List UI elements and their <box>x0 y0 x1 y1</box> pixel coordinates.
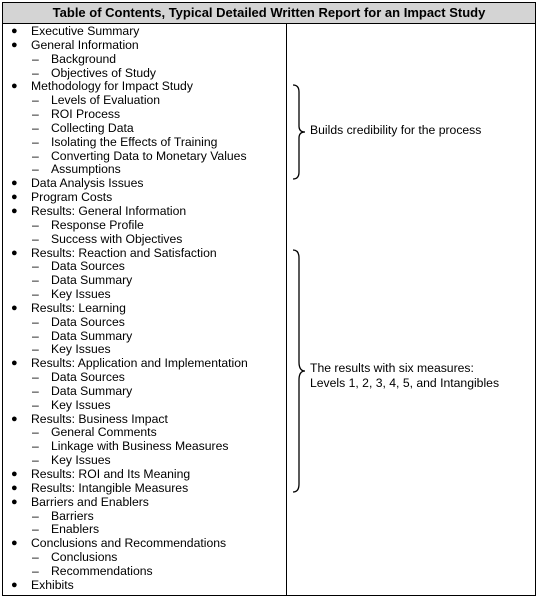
toc-subitem <box>3 53 286 67</box>
toc-item-label: Recommendations <box>51 563 153 578</box>
bullet-icon: ● <box>11 537 18 550</box>
dash-icon: – <box>32 162 39 177</box>
toc-subitem <box>3 136 286 150</box>
toc-item-label: General Comments <box>51 425 157 440</box>
toc-item-label: Exhibits <box>31 577 74 592</box>
bullet-icon: ● <box>11 578 18 591</box>
toc-item-label: Background <box>51 51 117 66</box>
toc-subitem <box>3 94 286 108</box>
toc-item <box>3 482 286 496</box>
bullet-icon: ● <box>11 25 18 37</box>
toc-item-label: Results: ROI and Its Meaning <box>31 467 191 481</box>
toc-item-label: Response Profile <box>51 217 144 232</box>
dash-icon: – <box>32 425 39 440</box>
dash-icon: – <box>32 231 39 246</box>
brace-results <box>292 249 306 493</box>
report-contents-table <box>2 2 536 596</box>
bullet-icon: ● <box>11 412 18 425</box>
toc-item-label: ROI Process <box>51 107 121 122</box>
bullet-icon: ● <box>11 38 18 51</box>
results-note <box>310 361 499 391</box>
toc-item-label: Levels of Evaluation <box>51 93 161 108</box>
toc-subitem <box>3 108 286 122</box>
toc-subitem <box>3 551 286 565</box>
toc-item <box>3 25 286 39</box>
toc-item-label: Methodology for Impact Study <box>31 79 193 94</box>
toc-item-label: Results: Application and Implementation <box>31 356 248 371</box>
dash-icon: – <box>32 65 39 80</box>
toc-item-label: Objectives of Study <box>51 65 156 80</box>
results-note-line2: Levels 1, 2, 3, 4, 5, and Intangibles <box>310 376 500 390</box>
bullet-icon: ● <box>11 357 18 370</box>
bullet-icon: ● <box>11 495 18 508</box>
toc-subitem <box>3 330 286 344</box>
toc-subitem <box>3 523 286 537</box>
toc-item-label: Key Issues <box>51 342 111 357</box>
toc-item-label: Data Sources <box>51 259 125 274</box>
dash-icon: – <box>32 342 39 357</box>
dash-icon: – <box>32 314 39 329</box>
dash-icon: – <box>32 273 39 288</box>
toc-item-label: Key Issues <box>51 287 111 302</box>
toc-subitem <box>3 122 286 136</box>
dash-icon: – <box>32 522 39 537</box>
dash-icon: – <box>32 134 39 149</box>
toc-item <box>3 80 286 94</box>
toc-subitem <box>3 163 286 177</box>
toc-item-label: Key Issues <box>51 453 111 468</box>
toc-subitem <box>3 260 286 274</box>
dash-icon: – <box>32 370 39 385</box>
toc-item <box>3 468 286 482</box>
toc-subitem <box>3 233 286 247</box>
results-note-line1: The results with six measures: <box>310 361 474 375</box>
toc-item <box>3 357 286 371</box>
toc-item <box>3 39 286 53</box>
toc-item-label: Data Summary <box>51 328 133 343</box>
credibility-note-text: Builds credibility for the process <box>310 123 482 137</box>
contents-list <box>3 25 286 593</box>
dash-icon: – <box>32 148 39 163</box>
toc-item-label: Data Summary <box>51 273 133 288</box>
dash-icon: – <box>32 120 39 135</box>
toc-subitem <box>3 343 286 357</box>
toc-subitem <box>3 454 286 468</box>
toc-subitem <box>3 399 286 413</box>
toc-item <box>3 302 286 316</box>
toc-item-label: Results: Learning <box>31 300 126 315</box>
bullet-icon: ● <box>11 481 18 494</box>
toc-item-label: Collecting Data <box>51 120 134 135</box>
bullet-icon: ● <box>11 468 18 480</box>
toc-item <box>3 191 286 205</box>
credibility-note <box>310 123 481 138</box>
dash-icon: – <box>32 550 39 565</box>
toc-item-label: Enablers <box>51 522 100 537</box>
toc-item-label: Assumptions <box>51 162 121 177</box>
toc-subitem <box>3 371 286 385</box>
toc-item-label: Executive Summary <box>31 24 140 38</box>
bullet-icon: ● <box>11 191 18 204</box>
toc-item-label: Converting Data to Monetary Values <box>51 148 247 163</box>
toc-item-label: Results: Business Impact <box>31 411 168 426</box>
dash-icon: – <box>32 439 39 454</box>
toc-item-label: Key Issues <box>51 397 111 412</box>
toc-item-label: Conclusions and Recommendations <box>31 536 227 551</box>
dash-icon: – <box>32 287 39 302</box>
toc-subitem <box>3 219 286 233</box>
toc-item-label: Isolating the Effects of Training <box>51 134 218 149</box>
toc-subitem <box>3 440 286 454</box>
bullet-icon: ● <box>11 177 18 190</box>
dash-icon: – <box>32 508 39 523</box>
toc-subitem <box>3 67 286 81</box>
toc-item-label: Results: Intangible Measures <box>31 480 189 495</box>
dash-icon: – <box>32 93 39 108</box>
dash-icon: – <box>32 217 39 232</box>
toc-item-label: Data Sources <box>51 370 125 385</box>
toc-item-label: Barriers <box>51 508 94 523</box>
toc-item-label: Success with Objectives <box>51 231 183 246</box>
toc-item <box>3 247 286 261</box>
toc-item-label: Results: Reaction and Satisfaction <box>31 245 217 260</box>
toc-item-label: Program Costs <box>31 190 113 205</box>
toc-item <box>3 537 286 551</box>
bullet-icon: ● <box>11 301 18 314</box>
toc-item <box>3 579 286 593</box>
toc-item-label: Data Analysis Issues <box>31 176 144 191</box>
table-title: Table of Contents, Typical Detailed Written Report for an Impact Study <box>3 3 535 24</box>
toc-item <box>3 496 286 510</box>
dash-icon: – <box>32 107 39 122</box>
toc-subitem <box>3 274 286 288</box>
toc-subitem <box>3 565 286 579</box>
dash-icon: – <box>32 51 39 66</box>
toc-item <box>3 413 286 427</box>
dash-icon: – <box>32 328 39 343</box>
brace-credibility <box>292 84 306 180</box>
toc-subitem <box>3 316 286 330</box>
dash-icon: – <box>32 563 39 578</box>
toc-item-label: Conclusions <box>51 550 118 565</box>
column-divider <box>286 23 287 595</box>
dash-icon: – <box>32 397 39 412</box>
bullet-icon: ● <box>11 246 18 259</box>
dash-icon: – <box>32 383 39 398</box>
toc-item-label: General Information <box>31 37 139 52</box>
toc-subitem <box>3 426 286 440</box>
dash-icon: – <box>32 453 39 468</box>
toc-item-label: Data Sources <box>51 314 125 329</box>
toc-subitem <box>3 385 286 399</box>
toc-item-label: Barriers and Enablers <box>31 494 149 509</box>
toc-item-label: Linkage with Business Measures <box>51 439 229 454</box>
toc-item-label: Data Summary <box>51 383 133 398</box>
bullet-icon: ● <box>11 80 18 93</box>
toc-item <box>3 205 286 219</box>
dash-icon: – <box>32 259 39 274</box>
toc-item <box>3 177 286 191</box>
toc-item-label: Results: General Information <box>31 203 187 218</box>
toc-subitem <box>3 510 286 524</box>
toc-subitem <box>3 150 286 164</box>
toc-subitem <box>3 288 286 302</box>
bullet-icon: ● <box>11 204 18 217</box>
